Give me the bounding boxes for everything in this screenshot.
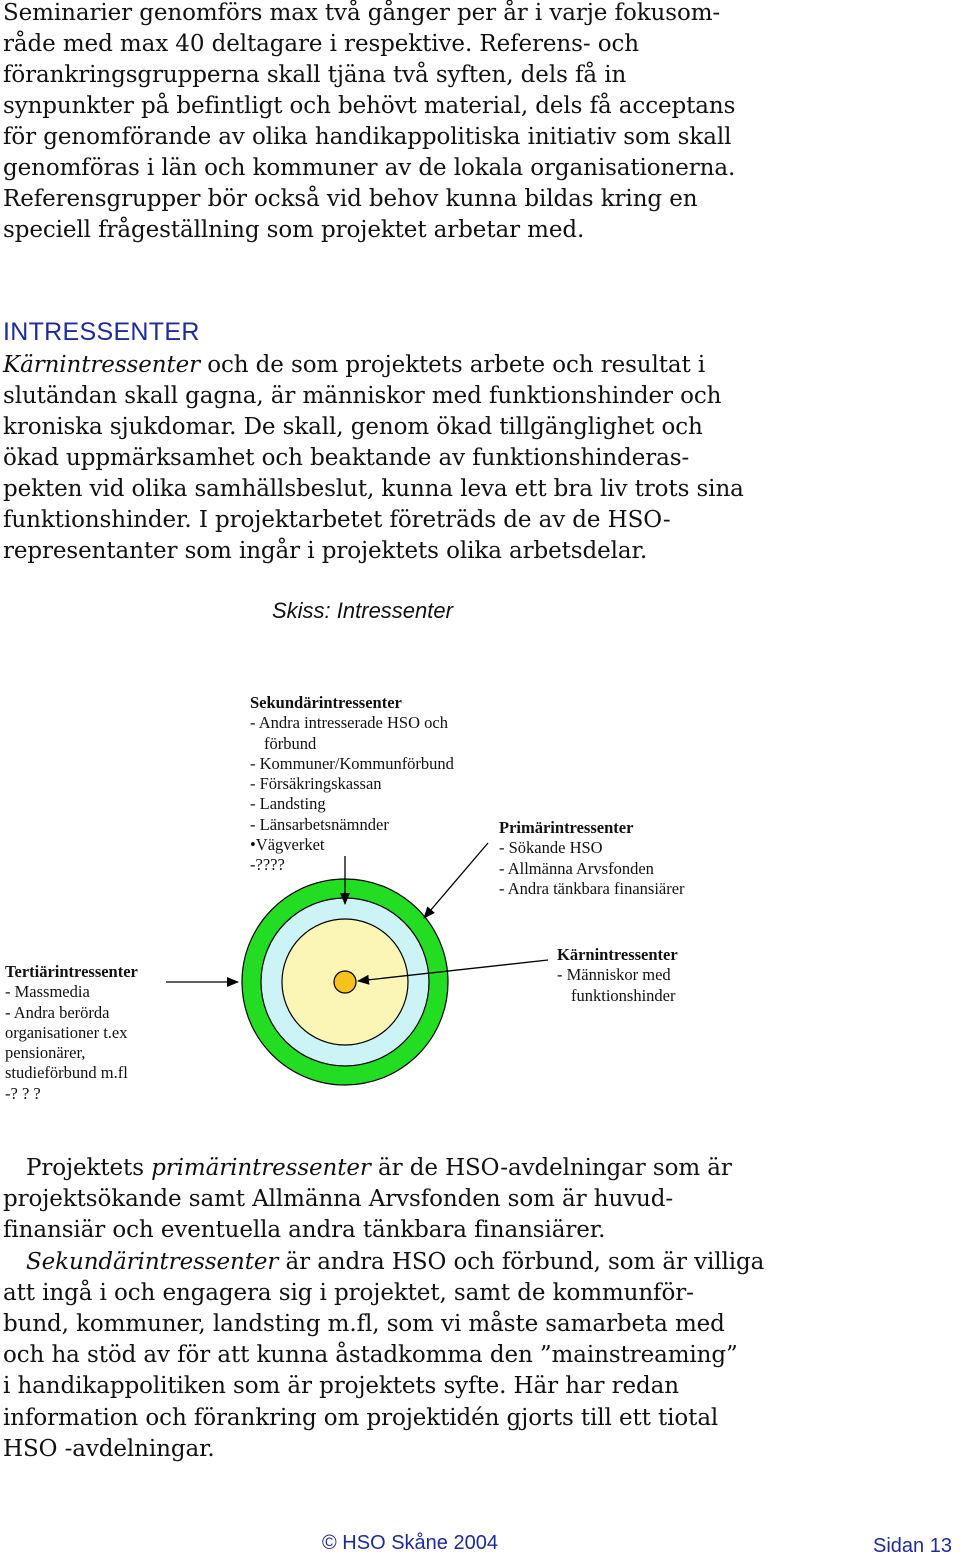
list-item: - Andra berörda [5, 1002, 110, 1022]
page-number: Sidan 13 [873, 1535, 952, 1557]
core-stakeholders [557, 945, 678, 1006]
text-line: representanter som ingår i projektets olika arbetsdelar. [3, 538, 648, 564]
text-line: Referensgrupper bör också vid behov kunna bildas kring en [3, 186, 698, 212]
text-fragment: är andra HSO och förbund, som är villiga [278, 1248, 765, 1275]
list-item: - Sökande HSO [499, 838, 603, 858]
primary-title: Primärintressenter [499, 818, 634, 837]
text-line: kroniska sjukdomar. De skall, genom ökad tillgänglighet och [3, 414, 703, 440]
list-item: - Försäkringskassan [250, 774, 382, 794]
text-line: HSO -avdelningar. [3, 1435, 215, 1462]
italic-term: Sekundärintressenter [26, 1248, 279, 1275]
text-line: att ingå i och engagera sig i projektet, samt de kommunför- [3, 1279, 694, 1306]
text-line [3, 1247, 764, 1278]
list-item: - Kommuner/Kommunförbund [250, 753, 454, 773]
text-line: pekten vid olika samhällsbeslut, kunna leva ett bra liv trots sina [3, 476, 744, 502]
tertiary-title: Tertiärintressenter [5, 962, 138, 981]
text-line: information och förankring om projektidén gjorts till ett tiotal [3, 1404, 719, 1431]
secondary-stakeholders [250, 693, 454, 876]
list-item: •Vägverket [250, 835, 325, 855]
list-item: förbund [264, 733, 317, 753]
list-item: - Landsting [250, 794, 326, 814]
text-line: funktionshinder. I projektarbetet företräds de av de HSO- [3, 507, 671, 533]
list-item: organisationer t.ex [5, 1022, 128, 1042]
list-item: - Massmedia [5, 982, 90, 1002]
list-item: pensionärer, [5, 1043, 86, 1063]
text-line: förankringsgrupperna skall tjäna två syften, dels få in [3, 62, 627, 88]
tertiary-stakeholders [5, 962, 138, 1104]
text-line: finansiär och eventuella andra tänkbara finansiärer. [3, 1217, 606, 1244]
section-heading: INTRESSENTER [3, 318, 200, 346]
text-line [3, 1153, 764, 1184]
text-line: för genomförande av olika handikappolitiska initiativ som skall [3, 124, 732, 150]
text-line: och ha stöd av för att kunna åstadkomma den ”mainstreaming” [3, 1342, 738, 1369]
text-fragment: Projektets [26, 1155, 152, 1181]
list-item: -???? [250, 855, 285, 875]
text-line: Seminarier genomförs max två gånger per år i varje fokusom- [3, 0, 721, 26]
secondary-title: Sekundärintressenter [250, 693, 402, 712]
text-line: slutändan skall gagna, är människor med funktionshinder och [3, 383, 722, 409]
list-item: funktionshinder [571, 985, 676, 1005]
text-line: synpunkter på befintligt och behövt material, dels få acceptans [3, 93, 736, 119]
text-line: speciell frågeställning som projektet arbetar med. [3, 217, 585, 243]
text-line: projektsökande samt Allmänna Arvsfonden som är huvud- [3, 1186, 674, 1213]
sketch-title: Skiss: Intressenter [272, 598, 453, 623]
primary-stakeholders [499, 818, 685, 899]
center-circle [334, 971, 356, 993]
list-item: - Länsarbetsnämnder [250, 814, 389, 834]
conclusion-paragraph [3, 1153, 764, 1465]
italic-term: primärintressenter [151, 1155, 371, 1181]
list-item: - Andra intresserade HSO och [250, 713, 448, 733]
text-fragment: och de som projektets arbete och resultat i [200, 352, 706, 378]
text-line: ökad uppmärksamhet och beaktande av funktionshinderas- [3, 445, 690, 471]
text-fragment: är de HSO-avdelningar som är [370, 1155, 732, 1181]
footer-copyright: © HSO Skåne 2004 [322, 1532, 498, 1554]
text-line: bund, kommuner, landsting m.fl, som vi måste samarbeta med [3, 1311, 725, 1338]
list-item: - Allmänna Arvsfonden [499, 858, 654, 878]
text-line: råde med max 40 deltagare i respektive. Referens- och [3, 31, 639, 57]
text-line: genomföras i län och kommuner av de lokala organisationerna. [3, 155, 736, 181]
core-title: Kärnintressenter [557, 945, 678, 964]
list-item: - Andra tänkbara finansiärer [499, 878, 685, 898]
list-item: studieförbund m.fl [5, 1063, 128, 1083]
list-item: -? ? ? [5, 1083, 41, 1103]
text-line: i handikappolitiken som är projektets syfte. Här har redan [3, 1373, 680, 1400]
list-item: - Människor med [557, 965, 671, 985]
italic-term: Kärnintressenter [3, 352, 200, 378]
